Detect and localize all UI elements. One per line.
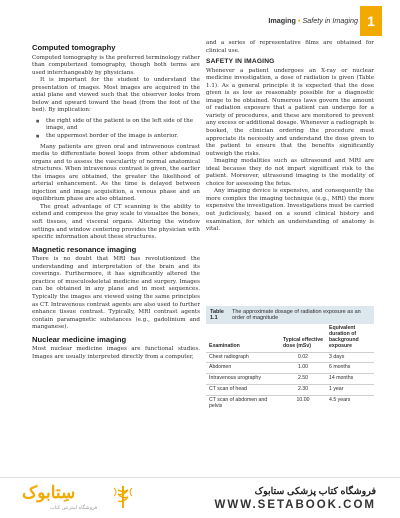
table-header: Equivalent duration of background exposure <box>329 325 359 349</box>
table-cell: Intravenous urography <box>209 375 261 382</box>
running-head-separator: • <box>297 16 301 25</box>
ct-bullet-list <box>32 118 200 141</box>
running-head <box>268 16 358 25</box>
table-row <box>206 374 374 385</box>
table-cell: 1.00 <box>297 364 309 371</box>
table-caption <box>206 306 374 324</box>
right-column <box>206 40 374 234</box>
left-column <box>32 40 200 361</box>
table-cell: 14 months <box>329 375 354 382</box>
continued-paragraph: and a series of representative films are obtained for clinical use. <box>206 40 374 54</box>
footer-url[interactable]: WWW.SETABOOK.COM <box>214 499 376 511</box>
table-cell: 0.02 <box>297 353 309 360</box>
table-caption-text: The approximate dosage of radiation exposure as an order of magnitude <box>232 309 361 322</box>
table-cell: 3 days <box>329 353 345 360</box>
mri-heading: Magnetic resonance imaging <box>32 244 137 254</box>
footer-store-name: فروشگاه کتاب پزشکی ستابوک <box>254 486 376 497</box>
setabook-logo[interactable] <box>22 483 102 517</box>
nm-heading: Nuclear medicine imaging <box>32 334 127 344</box>
ct-paragraph-1: Computed tomography is the preferred terminology rather than computerized tomography, though both terms are used interchangeably by physicians. <box>32 54 200 76</box>
table-cell: 1 year <box>329 385 344 392</box>
logo-subtitle: فروشگاه اینترنتی کتاب <box>50 505 98 511</box>
medical-emblem-icon <box>110 484 136 510</box>
ct-paragraph-2: It is important for the student to understand the presentation of images. Most images are acquired in the axial plane and viewed such that the observer looks from below and upward toward the head (from the foot of the bed). By implication: <box>32 77 200 114</box>
table-cell: CT scan of head <box>209 385 247 392</box>
running-head-subtitle: Safety in Imaging <box>302 16 358 25</box>
table-cell: CT scan of abdomen and pelvis <box>209 396 268 409</box>
mri-paragraph-1: There is no doubt that MRI has revolutionized the understanding and interpretation of the brain and its coverings. Furthermore, it has significantly altered the practice of musculoskeletal medicine and surgery. Images can be obtained in any plane and in most sequences. Typically the images are viewed using the same principles as CT. Intravenous contrast agents are also used to further enhance tissue contrast. Typically, MRI contrast agents contain paramagnetic substances (e.g., gadolinium and manganese). <box>32 256 200 331</box>
table-header-row <box>206 324 374 352</box>
dose-table <box>206 324 374 411</box>
footer-store-info <box>215 486 376 511</box>
table-row <box>206 363 374 374</box>
safety-heading: SAFETY IN IMAGING <box>206 58 275 66</box>
page-number: 1 <box>360 6 382 36</box>
table-number: Table 1.1 <box>210 309 224 322</box>
logo-mark: سِتابوک <box>22 483 76 502</box>
table-row <box>206 395 374 411</box>
ct-bullet-2: ■ the uppermost border of the image is anterior. <box>40 133 200 141</box>
footer-divider <box>0 477 400 478</box>
table-cell: Abdomen <box>209 364 232 371</box>
table-header: Typical effective dose (mSv) <box>283 337 323 349</box>
nm-paragraph-1: Most nuclear medicine images are functional studies. Images are usually interpreted directly from a computer, <box>32 346 200 360</box>
table-cell: 2.50 <box>297 375 309 382</box>
table-cell: 6 months <box>329 364 351 371</box>
running-head-section: Imaging <box>268 16 296 25</box>
safety-paragraph-3: Any imaging device is expensive, and consequently the more complex the imaging technique (e.g., MRI) the more expensive the investigation. Investigations must be carried out judiciously, based on a sound clinical history and examination, for which an understanding of anatomy is vital. <box>206 188 374 233</box>
safety-paragraph-1: Whenever a patient undergoes an X-ray or nuclear medicine investigation, a dose of radiation is given (Table 1.1). As a general principle it is expected that the dose given is as low as reasonably possible for a diagnostic image to be obtained. Numerous laws govern the amount of radiation exposure that a patient can undergo for a variety of procedures, and these are monitored to prevent any excess or additional dosage. Whenever a radiograph is booked, the clinician ordering the procedure must appreciate its necessity and understand the dose given to the patient to ensure that the benefits significantly outweigh the risks. <box>206 67 374 157</box>
table-cell: 2.30 <box>297 385 309 392</box>
table-cell: 10.00 <box>296 396 310 403</box>
table-row <box>206 352 374 363</box>
table-row <box>206 384 374 395</box>
ct-paragraph-4: The great advantage of CT scanning is the ability to extend and compress the gray scale to visualize the bones, soft tissues, and visceral organs. Altering the window settings and window centering provides the physician with specific information about these structures. <box>32 203 200 241</box>
ct-heading: Computed tomography <box>32 43 116 52</box>
table-cell: Chest radiograph <box>209 353 249 360</box>
safety-paragraph-2: Imaging modalities such as ultrasound and MRI are ideal because they do not impart significant risk to the patient. Moreover, ultrasound imaging is the modality of choice for assessing the fetus. <box>206 158 374 187</box>
radiation-dose-table <box>206 306 374 411</box>
table-header: Examination <box>209 342 240 349</box>
table-cell: 4.5 years <box>329 396 351 403</box>
ct-bullet-1: ■ the right side of the patient is on the left side of the image, and <box>40 118 200 133</box>
page-header <box>0 0 400 38</box>
ct-paragraph-3: Many patients are given oral and intravenous contrast media to differentiate bowel loops from other abdominal organs and to assess the vascularity of normal anatomical structures. When intravenous contrast is given, the earlier the images are obtained, the greater the likelihood of arterial enhancement. As the time is delayed between injection and image acquisition, a venous phase and an equilibrium phase are also obtained. <box>32 143 200 203</box>
